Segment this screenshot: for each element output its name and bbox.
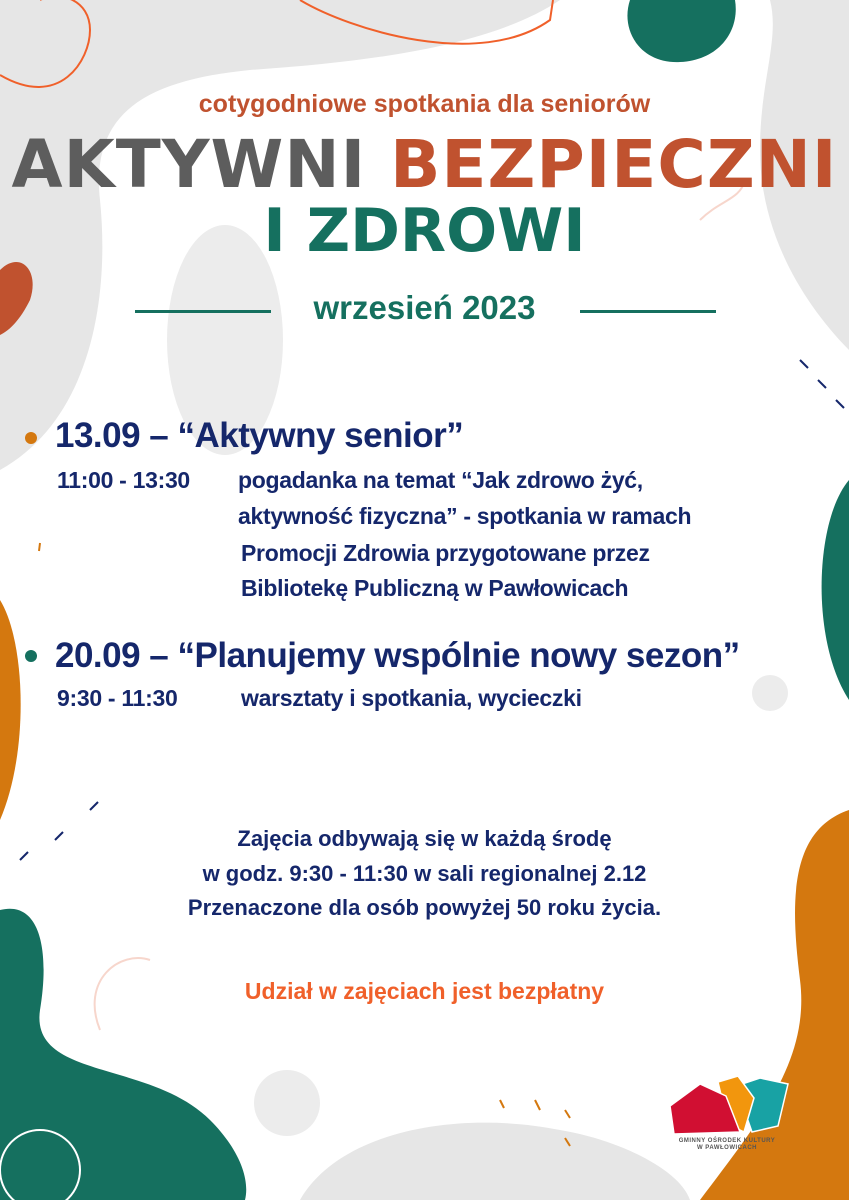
- event-title: 13.09 – “Aktywny senior”: [55, 416, 464, 455]
- free-note: Udział w zajęciach jest bezpłatny: [244, 978, 605, 1004]
- event-time: 11:00 - 13:30: [57, 467, 190, 493]
- logo-text: [672, 1138, 782, 1152]
- info-line: Przenaczone dla osób powyżej 50 roku życia.: [187, 895, 662, 920]
- event-title: 20.09 – “Planujemy wspólnie nowy sezon”: [55, 636, 740, 675]
- event-description: Bibliotekę Publiczną w Pawłowicach: [241, 575, 629, 601]
- event-description: aktywność fizyczna” - spotkania w ramach: [238, 503, 692, 529]
- title-aktywni: AKTYWNI: [11, 126, 367, 203]
- bullet-icon: [25, 432, 37, 444]
- logo-line-2: W PAWŁOWICACH: [696, 1145, 758, 1151]
- logo-line-1: GMINNY OŚRODEK KULTURY: [678, 1138, 776, 1144]
- month-label: wrzesień 2023: [313, 289, 536, 326]
- event-description: Promocji Zdrowia przygotowane przez: [241, 540, 650, 566]
- title-line-2: I ZDROWI: [263, 196, 586, 266]
- bullet-icon: [25, 650, 37, 662]
- subtitle: cotygodniowe spotkania dla seniorów: [198, 90, 651, 118]
- info-line: w godz. 9:30 - 11:30 w sali regionalnej 2.12: [202, 861, 647, 886]
- info-line: Zajęcia odbywają się w każdą środę: [237, 826, 612, 851]
- event-description: pogadanka na temat “Jak zdrowo żyć,: [238, 467, 643, 493]
- event-time: 9:30 - 11:30: [57, 685, 178, 711]
- title-bezpieczni: BEZPIECZNI: [390, 126, 838, 203]
- logo-gok-icon: [668, 1074, 792, 1140]
- title-line-1: [0, 126, 849, 203]
- event-description: warsztaty i spotkania, wycieczki: [241, 685, 582, 711]
